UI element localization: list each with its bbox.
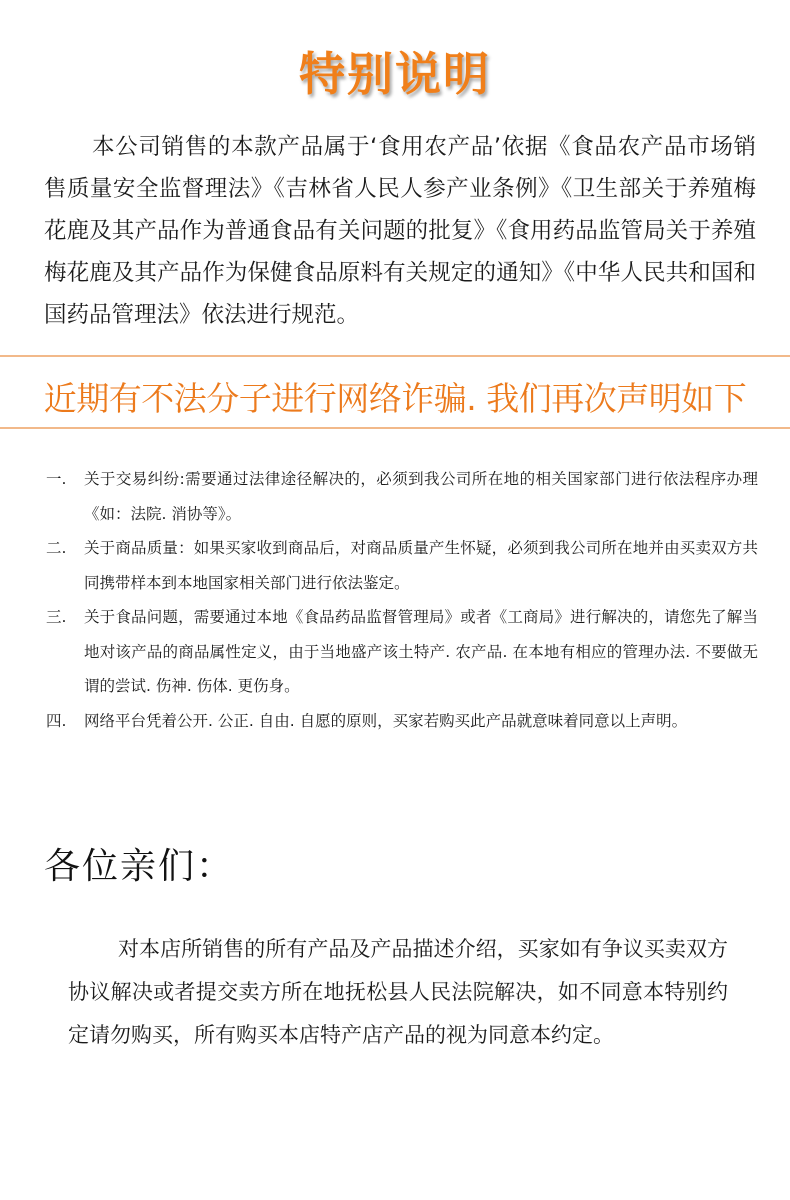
closing-paragraph: 对本店所销售的所有产品及产品描述介绍，买家如有争议买卖双方协议解决或者提交卖方所在地抚松县人民法院解决，如不同意本特别约定请勿购买，所有购买本店特产店产品的视为同意本约定。 <box>68 937 728 1047</box>
notice-item <box>46 600 758 704</box>
notice-text: 关于交易纠纷:需要通过法律途径解决的，必须到我公司所在地的相关国家部门进行依法程序办理《如：法院. 消协等》。 <box>84 470 758 523</box>
notice-text: 关于商品质量：如果买家收到商品后，对商品质量产生怀疑，必须到我公司所在地并由买卖双方共同携带样本到本地国家相关部门进行依法鉴定。 <box>84 539 758 592</box>
notice-number: 三. <box>46 608 67 626</box>
notice-item <box>46 704 758 739</box>
warning-banner <box>0 355 790 429</box>
notice-item <box>46 531 758 600</box>
notice-list <box>46 462 758 738</box>
page-title: 特别说明 <box>299 47 491 101</box>
notice-number: 四. <box>46 711 67 730</box>
notice-item <box>46 462 758 531</box>
warning-banner-text: 近期有不法分子进行网络诈骗. 我们再次声明如下 <box>43 379 747 418</box>
greeting-heading: 各位亲们： <box>44 846 235 887</box>
notice-text: 网络平台凭着公开. 公正. 自由. 自愿的原则，买家若购买此产品就意味着同意以上声明。 <box>84 711 688 730</box>
intro-paragraph: 本公司销售的本款产品属于‘食用农产品’依据《食品农产品市场销售质量安全监督理法》《吉林省人民人参产业条例》《卫生部关于养殖梅花鹿及其产品作为普通食品有关问题的批复》《食用药品监管局关于养殖梅花鹿及其产品作为保健食品原料有关规定的通知》《中华人民共和国和国药品管理法》依法进行规范。 <box>44 134 756 328</box>
notice-number: 一. <box>46 470 67 488</box>
notice-text: 关于食品问题，需要通过本地《食品药品监督管理局》或者《工商局》进行解决的，请您先了解当地对该产品的商品属性定义，由于当地盛产该土特产. 农产品. 在本地有相应的管理办法. 不要做无谓的尝试. 伤神. 伤体. 更伤身。 <box>84 608 758 695</box>
notice-number: 二. <box>46 539 67 557</box>
